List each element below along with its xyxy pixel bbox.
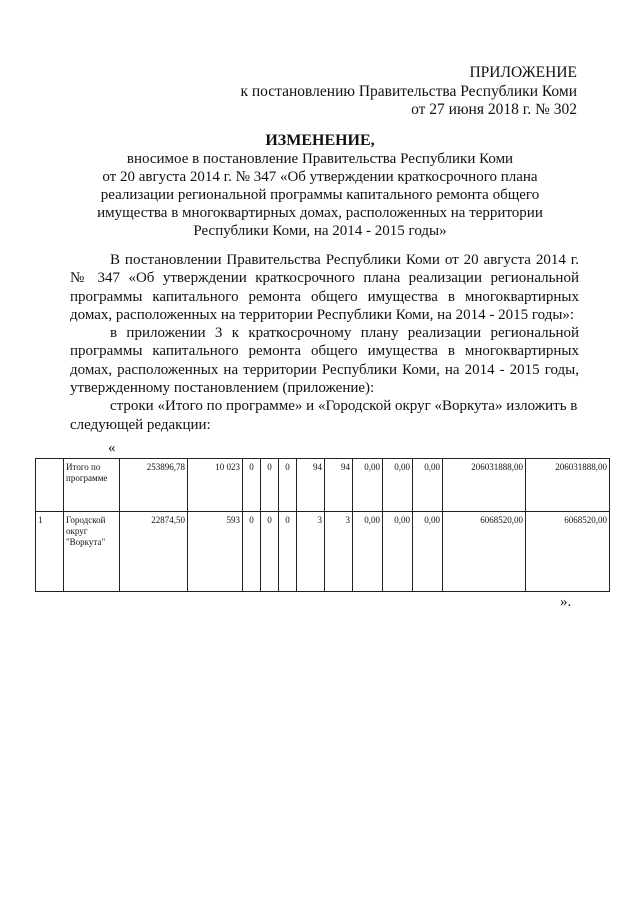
appendix-label: ПРИЛОЖЕНИЕ: [469, 64, 577, 81]
cell-value: 0,00: [413, 512, 443, 592]
cell-value: 593: [188, 512, 243, 592]
title-heading: ИЗМЕНЕНИЕ,: [265, 132, 375, 149]
cell-value: 206031888,00: [443, 459, 526, 512]
table-row: [36, 459, 610, 512]
cell-value: 94: [297, 459, 325, 512]
cell-value: 0: [243, 512, 261, 592]
cell-value: 6068520,00: [526, 512, 610, 592]
appendix-ref: к постановлению Правительства Республики Коми: [240, 82, 577, 100]
cell-value: 0: [261, 459, 279, 512]
paragraph-appendix: в приложении 3 к краткосрочному плану реализации региональной программы капитального ремонта общего имущества в многоквартирных домах, расположенных на территории Республики Коми, на 2014 - 2015 годы, утвержденному постановлением (приложение):: [70, 325, 579, 397]
cell-value: 0: [261, 512, 279, 592]
cell-value: 3: [325, 512, 353, 592]
cell-num: [36, 459, 64, 512]
cell-value: 0,00: [383, 512, 413, 592]
close-quote: ».: [560, 594, 572, 610]
cell-value: 94: [325, 459, 353, 512]
cell-value: 10 023: [188, 459, 243, 512]
cell-value: 0: [279, 512, 297, 592]
cell-name: Городской округ "Воркута": [64, 512, 120, 592]
cell-value: 0,00: [353, 459, 383, 512]
cell-value: 253896,78: [120, 459, 188, 512]
body-text: [70, 251, 579, 434]
cell-num: 1: [36, 512, 64, 592]
title-line: вносимое в постановление Правительства Республики Коми: [126, 151, 514, 167]
cell-value: 0,00: [353, 512, 383, 592]
paragraph-rows: строки «Итого по программе» и «Городской округ «Воркута» изложить в следующей редакции:: [70, 398, 578, 433]
open-quote: «: [108, 440, 116, 456]
cell-value: 22874,50: [120, 512, 188, 592]
table-row: [36, 512, 610, 592]
title-line: от 20 августа 2014 г. № 347 «Об утверждении краткосрочного плана: [102, 169, 538, 185]
cell-value: 0,00: [383, 459, 413, 512]
data-table: [35, 458, 610, 592]
appendix-header: [240, 64, 577, 120]
cell-value: 0: [243, 459, 261, 512]
cell-name: Итого по программе: [64, 459, 120, 512]
cell-value: 0,00: [413, 459, 443, 512]
cell-value: 206031888,00: [526, 459, 610, 512]
cell-value: 3: [297, 512, 325, 592]
title-line: реализации региональной программы капитального ремонта общего: [100, 187, 540, 203]
document-title: [70, 131, 570, 240]
appendix-date: от 27 июня 2018 г. № 302: [411, 101, 577, 118]
title-line: имущества в многоквартирных домах, расположенных на территории: [97, 205, 543, 221]
title-line: Республики Коми, на 2014 - 2015 годы»: [193, 223, 447, 239]
cell-value: 0: [279, 459, 297, 512]
cell-value: 6068520,00: [443, 512, 526, 592]
paragraph-intro: В постановлении Правительства Республики Коми от 20 августа 2014 г. № 347 «Об утверждении краткосрочного плана реализации региональной программы капитального ремонта общего имущества в многоквартирных домах, расположенных на территории Республики Коми, на 2014 - 2015 годы»:: [70, 252, 579, 323]
